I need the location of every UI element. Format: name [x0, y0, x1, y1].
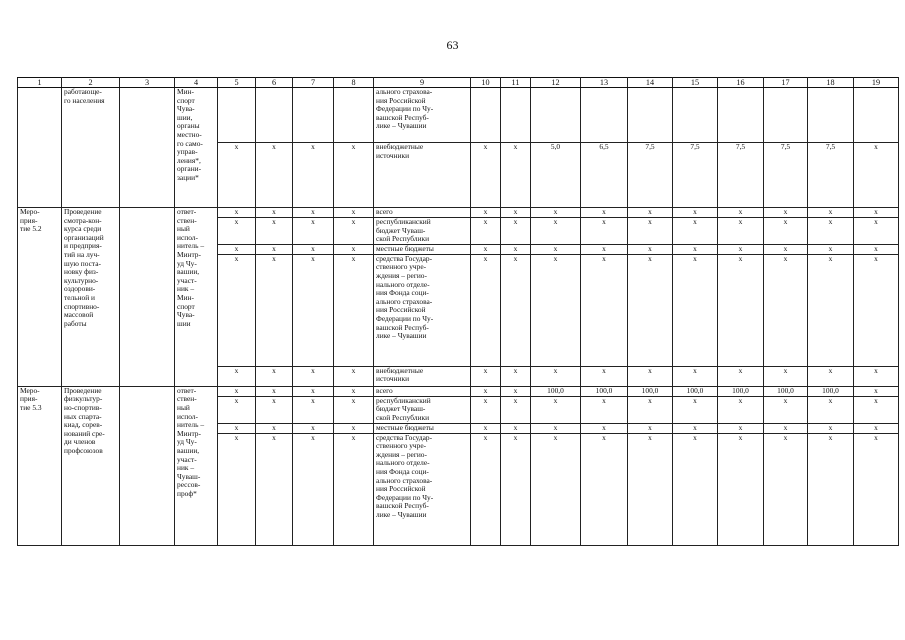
- value-cell: x: [471, 433, 501, 545]
- value-cell: x: [293, 366, 334, 386]
- measure-name-cell: работающе- го населения: [62, 88, 120, 208]
- value-cell: x: [471, 386, 501, 396]
- value-cell: x: [218, 423, 256, 433]
- value-cell: 7,5: [718, 143, 764, 208]
- value-cell: [256, 88, 293, 143]
- value-cell: x: [673, 208, 718, 218]
- value-cell: x: [673, 396, 718, 423]
- value-cell: [293, 88, 334, 143]
- value-cell: x: [501, 244, 531, 254]
- value-cell: x: [501, 218, 531, 245]
- value-cell: x: [256, 396, 293, 423]
- header-cell: 13: [581, 78, 628, 88]
- value-cell: x: [531, 433, 581, 545]
- value-cell: 7,5: [673, 143, 718, 208]
- value-cell: x: [718, 396, 764, 423]
- value-cell: x: [808, 218, 854, 245]
- value-cell: x: [334, 433, 374, 545]
- value-cell: x: [673, 433, 718, 545]
- value-cell: x: [628, 423, 673, 433]
- value-cell: x: [501, 396, 531, 423]
- value-cell: x: [854, 218, 899, 245]
- value-cell: x: [334, 254, 374, 366]
- measure-name-cell: Проведение смотра-кон- курса среди организаций и предприя- тий на луч- шую поста- новку физ- культурно- оздорови- тельной и спортивно- массовой работы: [62, 208, 120, 387]
- empty-cell: [120, 208, 175, 387]
- value-cell: x: [334, 396, 374, 423]
- value-cell: x: [854, 396, 899, 423]
- value-cell: x: [471, 218, 501, 245]
- value-cell: x: [218, 254, 256, 366]
- value-cell: x: [293, 396, 334, 423]
- value-cell: x: [808, 208, 854, 218]
- value-cell: x: [501, 386, 531, 396]
- value-cell: x: [718, 433, 764, 545]
- value-cell: x: [531, 366, 581, 386]
- header-cell: 2: [62, 78, 120, 88]
- value-cell: x: [471, 423, 501, 433]
- value-cell: [218, 88, 256, 143]
- value-cell: x: [581, 366, 628, 386]
- empty-cell: [120, 88, 175, 208]
- value-cell: x: [581, 254, 628, 366]
- value-cell: x: [256, 423, 293, 433]
- value-cell: x: [808, 396, 854, 423]
- value-cell: 5,0: [531, 143, 581, 208]
- value-cell: x: [718, 254, 764, 366]
- header-cell: 9: [374, 78, 471, 88]
- header-cell: 7: [293, 78, 334, 88]
- header-cell: 10: [471, 78, 501, 88]
- table-row: [18, 88, 899, 143]
- value-cell: x: [718, 208, 764, 218]
- value-cell: [581, 88, 628, 143]
- value-cell: 100,0: [764, 386, 808, 396]
- value-cell: x: [718, 244, 764, 254]
- value-cell: x: [218, 208, 256, 218]
- value-cell: [673, 88, 718, 143]
- value-cell: x: [581, 396, 628, 423]
- value-cell: x: [334, 218, 374, 245]
- value-cell: [334, 88, 374, 143]
- value-cell: [531, 88, 581, 143]
- measure-number-cell: Меро- прия- тие 5.2: [18, 208, 62, 387]
- value-cell: x: [854, 208, 899, 218]
- measure-name-cell: Проведение физкультур- но-спортив- ных спарта- киад, сорев- нований сре- ди членов профсоюзов: [62, 386, 120, 545]
- value-cell: x: [718, 423, 764, 433]
- value-cell: x: [764, 423, 808, 433]
- value-cell: x: [501, 433, 531, 545]
- header-cell: 18: [808, 78, 854, 88]
- value-cell: [764, 88, 808, 143]
- value-cell: x: [334, 386, 374, 396]
- value-cell: x: [334, 423, 374, 433]
- value-cell: 100,0: [581, 386, 628, 396]
- value-cell: x: [334, 366, 374, 386]
- measure-number-cell: Меро- прия- тие 5.3: [18, 386, 62, 545]
- funding-source-cell: средства Государ- ственного учре- ждения – регио- нального отделе- ния Фонда соци- ального страхова- ния Российской Федерации по Чу- вашской Респуб- лике – Чувашии: [374, 433, 471, 545]
- value-cell: x: [581, 208, 628, 218]
- value-cell: x: [501, 208, 531, 218]
- value-cell: x: [531, 396, 581, 423]
- value-cell: x: [628, 244, 673, 254]
- executor-cell: ответ- ствен- ный испол- нитель – Минтр- уд Чу- вашии, участ- ник – Чуваш- рессов- проф*: [175, 386, 218, 545]
- value-cell: 100,0: [808, 386, 854, 396]
- value-cell: x: [854, 254, 899, 366]
- value-cell: x: [334, 208, 374, 218]
- value-cell: x: [628, 218, 673, 245]
- value-cell: x: [471, 244, 501, 254]
- table-row: [18, 386, 899, 396]
- value-cell: x: [531, 218, 581, 245]
- value-cell: x: [218, 386, 256, 396]
- value-cell: x: [218, 396, 256, 423]
- funding-source-cell: местные бюджеты: [374, 423, 471, 433]
- value-cell: x: [471, 254, 501, 366]
- funding-source-cell: внебюджетные источники: [374, 143, 471, 208]
- empty-cell: [120, 386, 175, 545]
- value-cell: x: [581, 433, 628, 545]
- header-cell: 19: [854, 78, 899, 88]
- value-cell: x: [501, 423, 531, 433]
- value-cell: x: [581, 218, 628, 245]
- value-cell: x: [293, 433, 334, 545]
- value-cell: x: [256, 386, 293, 396]
- value-cell: [471, 88, 501, 143]
- header-row: [18, 78, 899, 88]
- funding-source-cell: ального страхова- ния Российской Федерации по Чу- вашской Респуб- лике – Чувашии: [374, 88, 471, 143]
- value-cell: x: [256, 433, 293, 545]
- header-cell: 14: [628, 78, 673, 88]
- value-cell: x: [501, 143, 531, 208]
- value-cell: x: [256, 218, 293, 245]
- value-cell: x: [764, 366, 808, 386]
- funding-source-cell: всего: [374, 386, 471, 396]
- value-cell: x: [764, 208, 808, 218]
- value-cell: x: [808, 433, 854, 545]
- value-cell: x: [808, 254, 854, 366]
- header-cell: 6: [256, 78, 293, 88]
- header-cell: 12: [531, 78, 581, 88]
- value-cell: x: [673, 254, 718, 366]
- value-cell: x: [673, 423, 718, 433]
- value-cell: x: [256, 208, 293, 218]
- value-cell: x: [673, 218, 718, 245]
- value-cell: 100,0: [673, 386, 718, 396]
- value-cell: x: [854, 423, 899, 433]
- value-cell: x: [293, 143, 334, 208]
- value-cell: [718, 88, 764, 143]
- value-cell: x: [764, 433, 808, 545]
- value-cell: x: [628, 208, 673, 218]
- value-cell: x: [764, 396, 808, 423]
- value-cell: [628, 88, 673, 143]
- header-cell: 4: [175, 78, 218, 88]
- value-cell: x: [293, 423, 334, 433]
- value-cell: x: [334, 244, 374, 254]
- value-cell: x: [471, 396, 501, 423]
- funding-source-cell: внебюджетные источники: [374, 366, 471, 386]
- value-cell: x: [581, 244, 628, 254]
- value-cell: x: [854, 143, 899, 208]
- value-cell: x: [293, 244, 334, 254]
- value-cell: x: [471, 366, 501, 386]
- value-cell: [854, 88, 899, 143]
- value-cell: x: [256, 254, 293, 366]
- header-cell: 5: [218, 78, 256, 88]
- value-cell: x: [673, 366, 718, 386]
- header-cell: 3: [120, 78, 175, 88]
- value-cell: x: [673, 244, 718, 254]
- value-cell: x: [854, 244, 899, 254]
- value-cell: 100,0: [718, 386, 764, 396]
- value-cell: x: [628, 366, 673, 386]
- value-cell: 100,0: [531, 386, 581, 396]
- measure-number-cell: [18, 88, 62, 208]
- value-cell: x: [471, 143, 501, 208]
- value-cell: 7,5: [808, 143, 854, 208]
- value-cell: 7,5: [628, 143, 673, 208]
- value-cell: x: [808, 244, 854, 254]
- funding-source-cell: всего: [374, 208, 471, 218]
- value-cell: x: [854, 366, 899, 386]
- header-cell: 11: [501, 78, 531, 88]
- value-cell: x: [764, 218, 808, 245]
- value-cell: x: [808, 423, 854, 433]
- value-cell: x: [531, 208, 581, 218]
- value-cell: x: [628, 254, 673, 366]
- header-cell: 15: [673, 78, 718, 88]
- value-cell: x: [718, 218, 764, 245]
- value-cell: 7,5: [764, 143, 808, 208]
- value-cell: x: [293, 386, 334, 396]
- value-cell: x: [808, 366, 854, 386]
- value-cell: x: [471, 208, 501, 218]
- value-cell: x: [256, 366, 293, 386]
- value-cell: x: [854, 433, 899, 545]
- funding-source-cell: средства Государ- ственного учре- ждения – регио- нального отделе- ния Фонда соци- ального страхова- ния Российской Федерации по Чу- вашской Респуб- лике – Чувашии: [374, 254, 471, 366]
- value-cell: x: [256, 143, 293, 208]
- value-cell: x: [293, 218, 334, 245]
- value-cell: x: [293, 254, 334, 366]
- value-cell: x: [334, 143, 374, 208]
- value-cell: x: [501, 254, 531, 366]
- header-cell: 17: [764, 78, 808, 88]
- value-cell: x: [218, 433, 256, 545]
- value-cell: x: [218, 143, 256, 208]
- header-cell: 16: [718, 78, 764, 88]
- executor-cell: ответ- ствен- ный испол- нитель – Минтр- уд Чу- вашии, участ- ник – Мин- спорт Чува- шии: [175, 208, 218, 387]
- value-cell: x: [718, 366, 764, 386]
- value-cell: x: [293, 208, 334, 218]
- value-cell: x: [628, 396, 673, 423]
- value-cell: [808, 88, 854, 143]
- value-cell: x: [218, 366, 256, 386]
- funding-source-cell: республиканский бюджет Чуваш- ской Республики: [374, 218, 471, 245]
- value-cell: x: [531, 254, 581, 366]
- value-cell: x: [764, 244, 808, 254]
- program-table: [17, 77, 899, 546]
- header-cell: 8: [334, 78, 374, 88]
- value-cell: x: [581, 423, 628, 433]
- value-cell: 100,0: [628, 386, 673, 396]
- value-cell: x: [628, 433, 673, 545]
- value-cell: x: [531, 423, 581, 433]
- header-cell: 1: [18, 78, 62, 88]
- funding-source-cell: местные бюджеты: [374, 244, 471, 254]
- value-cell: x: [531, 244, 581, 254]
- value-cell: 6,5: [581, 143, 628, 208]
- value-cell: x: [218, 218, 256, 245]
- executor-cell: Мин- спорт Чува- шии, органы местно- го само- управ- ления*, органи- зации*: [175, 88, 218, 208]
- value-cell: x: [218, 244, 256, 254]
- value-cell: x: [854, 386, 899, 396]
- value-cell: x: [764, 254, 808, 366]
- value-cell: x: [256, 244, 293, 254]
- table-row: [18, 208, 899, 218]
- funding-source-cell: республиканский бюджет Чуваш- ской Республики: [374, 396, 471, 423]
- page-number: 63: [446, 38, 459, 52]
- value-cell: [501, 88, 531, 143]
- value-cell: x: [501, 366, 531, 386]
